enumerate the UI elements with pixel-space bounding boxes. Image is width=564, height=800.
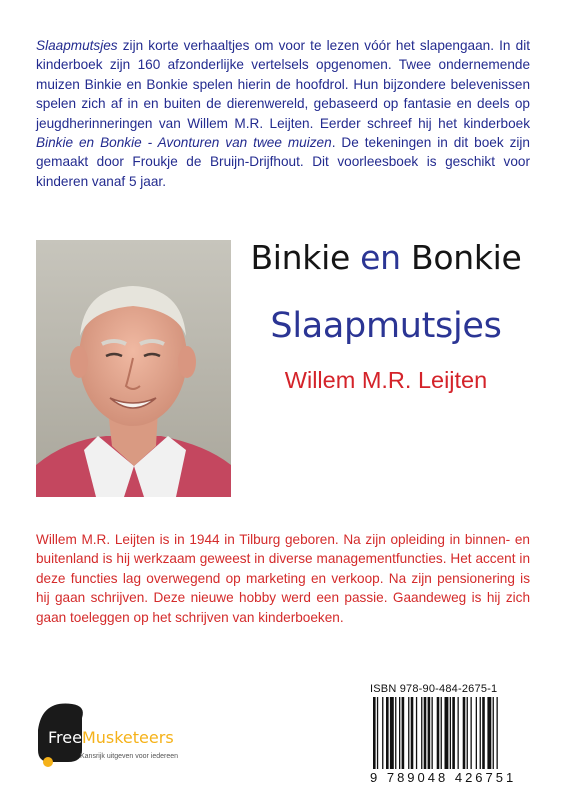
author-name: Willem M.R. Leijten — [284, 367, 488, 393]
barcode-bar — [441, 697, 442, 769]
author-portrait-illustration — [36, 240, 231, 497]
barcode-bar — [402, 697, 405, 769]
back-cover-blurb — [36, 36, 530, 191]
barcode-bar — [467, 697, 468, 769]
book-subtitle: Slaapmutsjes — [270, 306, 502, 346]
blurb-book-title: Binkie en Bonkie - Avonturen van twee muizen — [36, 135, 332, 151]
blurb-text: zijn korte verhaaltjes om voor te lezen vóór het slapengaan. In dit kinderboek zijn 160 afzonderlijke vertelsels opgenomen. Twee ondernemende muizen Binkie en Bonkie spelen hierin de hoofdrol. Hun bijzondere belevenissen spelen zich af in en buiten de dierenwereld, gebaseerd op fantasie en deels op jeugdherinneringen van Willem M.R. Leijten. Eerder schreef hij het kinderboek — [36, 38, 530, 131]
barcode-bar — [450, 697, 451, 769]
publisher-name-free: Free — [48, 728, 82, 747]
author-photo — [36, 240, 231, 497]
barcode-bar — [390, 697, 394, 769]
blurb-italic-title: Slaapmutsjes — [36, 38, 118, 53]
barcode-bar — [476, 697, 477, 769]
barcode-bar — [487, 697, 491, 769]
barcode-bar — [377, 697, 378, 769]
barcode-bar — [437, 697, 440, 769]
barcode-digits: 9 789048 426751 — [370, 770, 517, 785]
barcode-bar — [424, 697, 427, 769]
barcode-bar — [421, 697, 422, 769]
author-bio: Willem M.R. Leijten is in 1944 in Tilburg geboren. Na zijn opleiding in binnen- en buitenland is hij werkzaam geweest in diverse managementfuncties. Het accent in deze functies lag overwegend op marketing en verkoop. Na zijn pensionering is hij gaan schrijven. Deze nieuwe hobby werd een passie. Gaandeweg is hij zich gaan toeleggen op het schrijven van kinderboeken. — [36, 532, 530, 625]
barcode-bar — [386, 697, 389, 769]
title-word-bonkie: Bonkie — [411, 238, 522, 277]
barcode-bar — [399, 697, 400, 769]
blurb-text-end: . De tekeningen in dit boek zijn gemaakt door Froukje de Bruijn-Drijfhout. Dit voorleesboek is geschikt voor kinderen vanaf 5 jaar. — [36, 135, 530, 189]
barcode-bar — [395, 697, 396, 769]
barcode-bar — [373, 697, 376, 769]
barcode-bar — [458, 697, 459, 769]
book-title — [238, 238, 534, 277]
barcode-bar — [416, 697, 417, 769]
barcode-bar — [411, 697, 414, 769]
barcode-bar — [382, 697, 383, 769]
barcode-bar — [452, 697, 455, 769]
publisher-tagline: Kansrijk uitgeven voor iedereen — [80, 753, 179, 760]
barcode-bar — [482, 697, 485, 769]
barcode-bar — [493, 697, 494, 769]
barcode-bar — [497, 697, 498, 769]
barcode-bar — [445, 697, 449, 769]
title-word-binkie: Binkie — [250, 238, 350, 277]
barcode-bar — [408, 697, 409, 769]
isbn-label: ISBN 978-90-484-2675-1 — [370, 683, 498, 695]
publisher-name — [48, 728, 174, 747]
barcode-bar — [471, 697, 472, 769]
title-word-en: en — [360, 238, 401, 277]
barcode-bar — [428, 697, 431, 769]
barcode-bar — [432, 697, 433, 769]
publisher-name-musketeers: Musketeers — [81, 728, 174, 747]
barcode-bar — [480, 697, 481, 769]
barcode-bar — [463, 697, 466, 769]
